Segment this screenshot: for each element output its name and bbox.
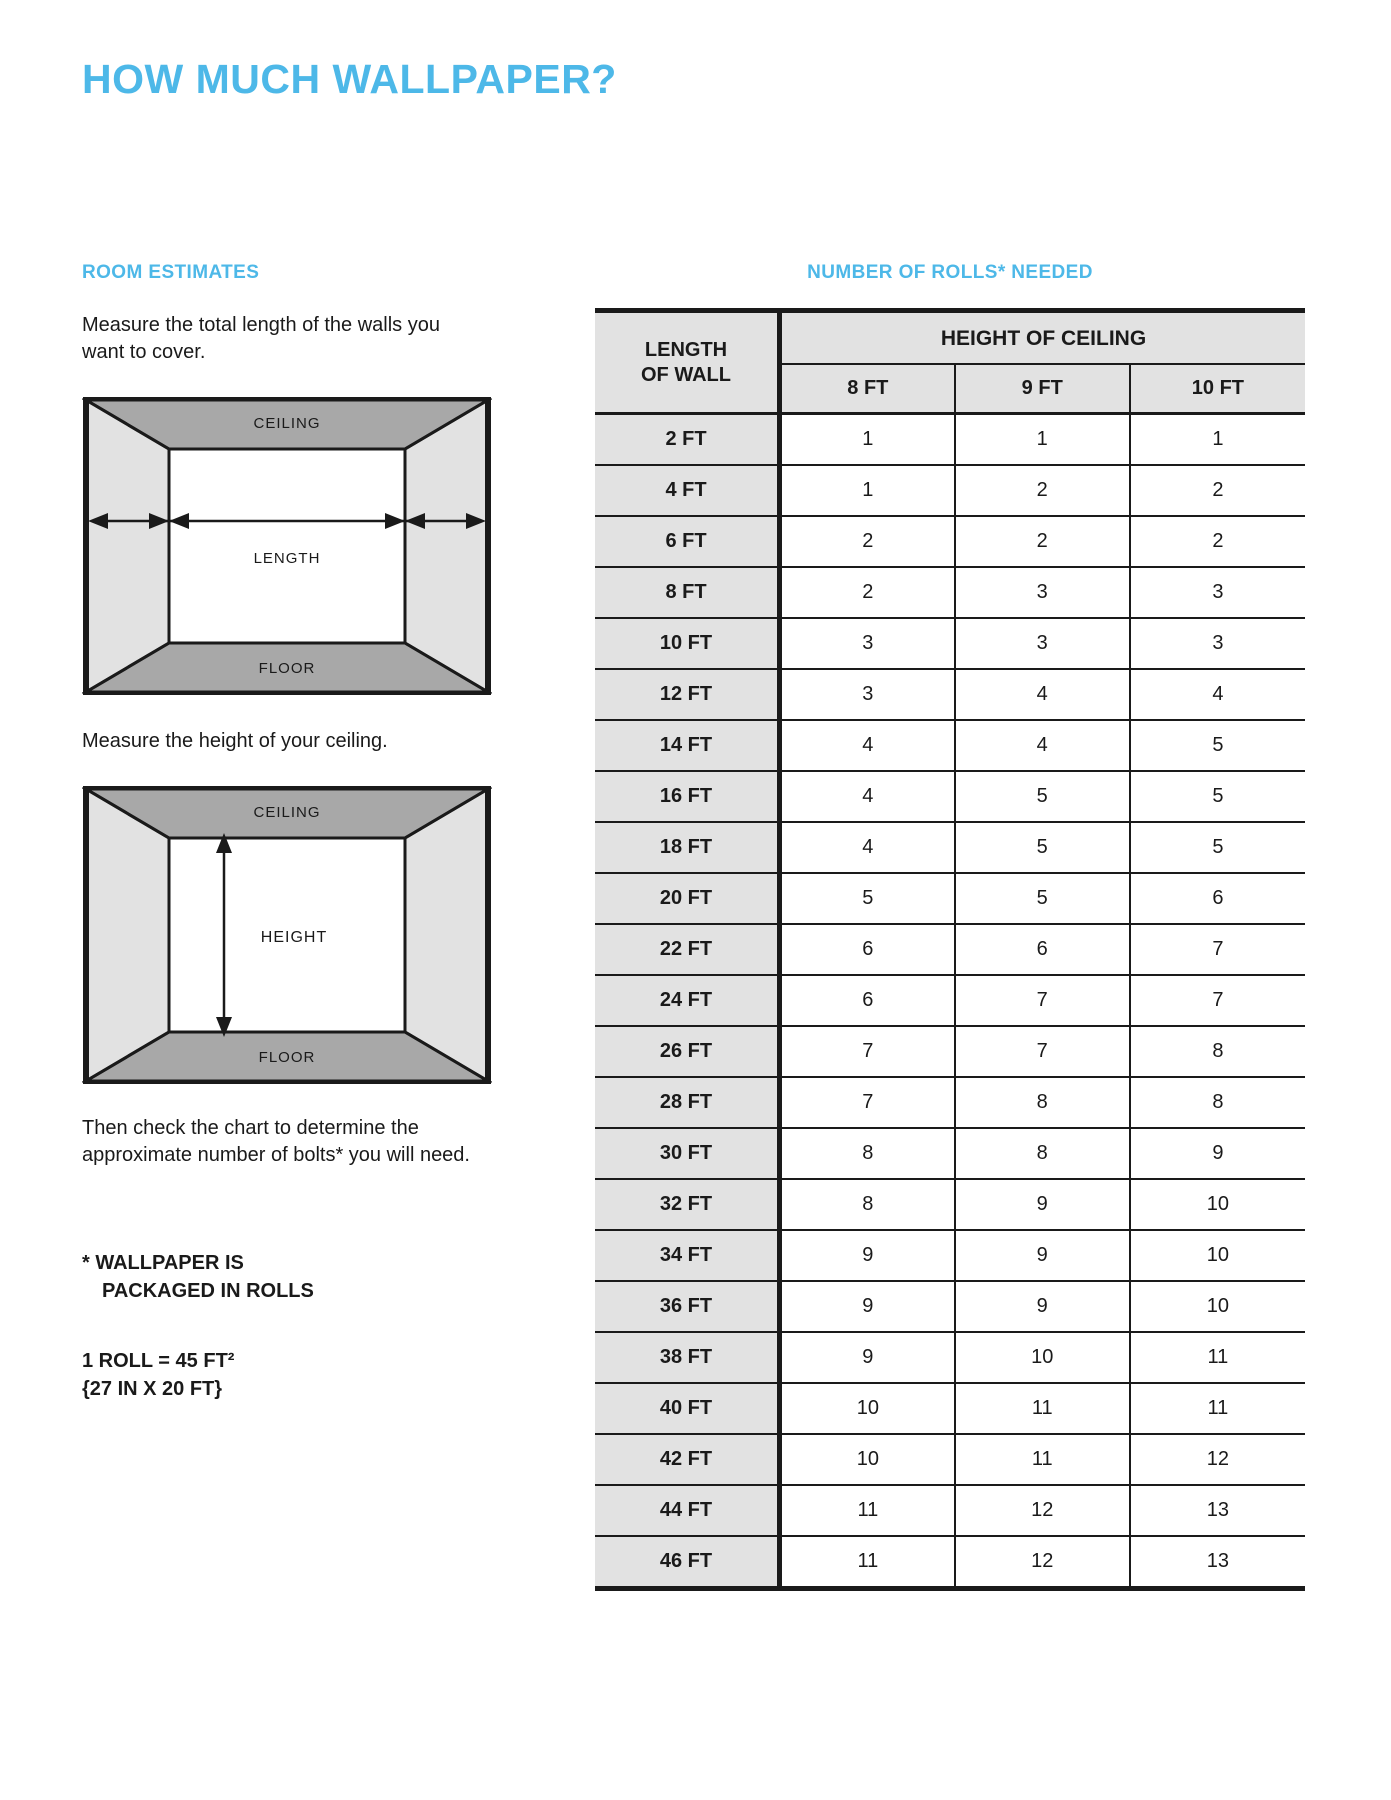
- cell-10ft: 3: [1130, 618, 1305, 669]
- instruction-paragraph-3: Then check the chart to determine the approximate number of bolts* you will need.: [82, 1117, 470, 1166]
- row-header-length: 10 FT: [595, 618, 780, 669]
- cell-9ft: 8: [955, 1128, 1130, 1179]
- row-header-length: 38 FT: [595, 1332, 780, 1383]
- row-header-length: 16 FT: [595, 771, 780, 822]
- row-header-length: 4 FT: [595, 465, 780, 516]
- row-header-length: 6 FT: [595, 516, 780, 567]
- column-header-8ft: 8 FT: [780, 364, 955, 414]
- cell-10ft: 10: [1130, 1281, 1305, 1332]
- cell-10ft: 12: [1130, 1434, 1305, 1485]
- table-title: NUMBER OF ROLLS* NEEDED: [807, 262, 1093, 283]
- cell-9ft: 4: [955, 720, 1130, 771]
- roll-size-note: [82, 1347, 482, 1403]
- cell-10ft: 2: [1130, 465, 1305, 516]
- table-row: [595, 924, 1305, 975]
- cell-9ft: 12: [955, 1485, 1130, 1536]
- cell-8ft: 11: [780, 1485, 955, 1536]
- room-estimates-column: [82, 262, 482, 1403]
- cell-8ft: 9: [780, 1230, 955, 1281]
- rolls-table-head: [595, 311, 1305, 414]
- row-header-length: 34 FT: [595, 1230, 780, 1281]
- cell-9ft: 9: [955, 1281, 1130, 1332]
- cell-8ft: 8: [780, 1128, 955, 1179]
- cell-9ft: 11: [955, 1383, 1130, 1434]
- cell-9ft: 6: [955, 924, 1130, 975]
- cell-8ft: 7: [780, 1026, 955, 1077]
- row-header-length: 2 FT: [595, 414, 780, 466]
- table-row: [595, 618, 1305, 669]
- cell-10ft: 3: [1130, 567, 1305, 618]
- floor-label-1: FLOOR: [258, 660, 316, 677]
- cell-9ft: 11: [955, 1434, 1130, 1485]
- table-row: [595, 1332, 1305, 1383]
- cell-8ft: 6: [780, 924, 955, 975]
- ceiling-label-2: CEILING: [253, 804, 321, 821]
- cell-8ft: 11: [780, 1536, 955, 1589]
- cell-8ft: 9: [780, 1332, 955, 1383]
- row-header-length: 14 FT: [595, 720, 780, 771]
- roll-size-line-2: {27 IN X 20 FT}: [82, 1378, 223, 1400]
- cell-10ft: 5: [1130, 720, 1305, 771]
- table-row: [595, 414, 1305, 466]
- row-header-length: 30 FT: [595, 1128, 780, 1179]
- row-header-length: 44 FT: [595, 1485, 780, 1536]
- table-row: [595, 1026, 1305, 1077]
- cell-9ft: 12: [955, 1536, 1130, 1589]
- row-header-length: 46 FT: [595, 1536, 780, 1589]
- room-diagram-height: [82, 785, 492, 1085]
- table-row: [595, 1077, 1305, 1128]
- row-header-length: 20 FT: [595, 873, 780, 924]
- table-row: [595, 1434, 1305, 1485]
- cell-9ft: 5: [955, 873, 1130, 924]
- cell-9ft: 4: [955, 669, 1130, 720]
- floor-label-2: FLOOR: [258, 1049, 316, 1066]
- cell-10ft: 7: [1130, 975, 1305, 1026]
- group-header-height-of-ceiling: HEIGHT OF CEILING: [780, 311, 1306, 365]
- cell-9ft: 5: [955, 822, 1130, 873]
- cell-9ft: 5: [955, 771, 1130, 822]
- cell-8ft: 9: [780, 1281, 955, 1332]
- column-header-9ft: 9 FT: [955, 364, 1130, 414]
- cell-8ft: 10: [780, 1434, 955, 1485]
- instruction-paragraph-1: Measure the total length of the walls you want to cover.: [82, 314, 440, 363]
- rolls-table: [595, 308, 1305, 1591]
- cell-8ft: 7: [780, 1077, 955, 1128]
- cell-8ft: 4: [780, 822, 955, 873]
- row-header-length: 28 FT: [595, 1077, 780, 1128]
- cell-8ft: 6: [780, 975, 955, 1026]
- row-header-length: 32 FT: [595, 1179, 780, 1230]
- rolls-table-body: [595, 414, 1305, 1589]
- corner-header-line-2: OF WALL: [641, 363, 731, 386]
- table-row: [595, 516, 1305, 567]
- row-header-length: 26 FT: [595, 1026, 780, 1077]
- cell-10ft: 13: [1130, 1536, 1305, 1589]
- table-row: [595, 1383, 1305, 1434]
- cell-8ft: 10: [780, 1383, 955, 1434]
- cell-10ft: 4: [1130, 669, 1305, 720]
- cell-8ft: 3: [780, 618, 955, 669]
- cell-10ft: 1: [1130, 414, 1305, 466]
- instruction-paragraph-2: Measure the height of your ceiling.: [82, 730, 388, 752]
- corner-header-length-of-wall: [595, 311, 780, 414]
- room-diagram-length-svg: [82, 396, 492, 696]
- room-diagram-height-svg: [82, 785, 492, 1085]
- row-header-length: 18 FT: [595, 822, 780, 873]
- column-header-10ft: 10 FT: [1130, 364, 1305, 414]
- table-row: [595, 669, 1305, 720]
- cell-9ft: 3: [955, 618, 1130, 669]
- cell-9ft: 2: [955, 465, 1130, 516]
- cell-8ft: 1: [780, 465, 955, 516]
- length-label: LENGTH: [253, 550, 321, 567]
- cell-10ft: 13: [1130, 1485, 1305, 1536]
- cell-8ft: 2: [780, 516, 955, 567]
- height-label: HEIGHT: [260, 929, 328, 946]
- table-row: [595, 720, 1305, 771]
- cell-10ft: 9: [1130, 1128, 1305, 1179]
- table-row: [595, 771, 1305, 822]
- row-header-length: 22 FT: [595, 924, 780, 975]
- cell-10ft: 8: [1130, 1026, 1305, 1077]
- cell-9ft: 9: [955, 1230, 1130, 1281]
- page-title: HOW MUCH WALLPAPER?: [82, 56, 617, 102]
- row-header-length: 42 FT: [595, 1434, 780, 1485]
- table-header-row-group: [595, 311, 1305, 365]
- table-row: [595, 1230, 1305, 1281]
- table-row: [595, 465, 1305, 516]
- cell-9ft: 2: [955, 516, 1130, 567]
- cell-10ft: 11: [1130, 1383, 1305, 1434]
- footnote-line-1: * WALLPAPER IS: [82, 1252, 244, 1274]
- cell-9ft: 9: [955, 1179, 1130, 1230]
- cell-10ft: 10: [1130, 1179, 1305, 1230]
- cell-8ft: 1: [780, 414, 955, 466]
- row-header-length: 36 FT: [595, 1281, 780, 1332]
- cell-9ft: 10: [955, 1332, 1130, 1383]
- cell-10ft: 10: [1130, 1230, 1305, 1281]
- cell-8ft: 4: [780, 771, 955, 822]
- cell-9ft: 7: [955, 975, 1130, 1026]
- table-row: [595, 1536, 1305, 1589]
- footnote-wallpaper-packaging: [82, 1249, 482, 1305]
- room-diagram-length: [82, 396, 492, 696]
- table-row: [595, 975, 1305, 1026]
- cell-8ft: 5: [780, 873, 955, 924]
- table-row: [595, 822, 1305, 873]
- cell-9ft: 3: [955, 567, 1130, 618]
- table-row: [595, 1128, 1305, 1179]
- cell-8ft: 2: [780, 567, 955, 618]
- table-row: [595, 567, 1305, 618]
- cell-9ft: 8: [955, 1077, 1130, 1128]
- cell-10ft: 5: [1130, 771, 1305, 822]
- row-header-length: 8 FT: [595, 567, 780, 618]
- section-heading-room-estimates: ROOM ESTIMATES: [82, 262, 260, 283]
- rolls-table-section: [595, 262, 1305, 1591]
- cell-10ft: 8: [1130, 1077, 1305, 1128]
- row-header-length: 24 FT: [595, 975, 780, 1026]
- row-header-length: 12 FT: [595, 669, 780, 720]
- table-row: [595, 1485, 1305, 1536]
- cell-10ft: 6: [1130, 873, 1305, 924]
- cell-9ft: 1: [955, 414, 1130, 466]
- cell-10ft: 11: [1130, 1332, 1305, 1383]
- ceiling-label-1: CEILING: [253, 415, 321, 432]
- cell-10ft: 5: [1130, 822, 1305, 873]
- cell-10ft: 2: [1130, 516, 1305, 567]
- table-row: [595, 873, 1305, 924]
- table-row: [595, 1281, 1305, 1332]
- footnote-line-2: PACKAGED IN ROLLS: [102, 1280, 314, 1302]
- table-row: [595, 1179, 1305, 1230]
- cell-9ft: 7: [955, 1026, 1130, 1077]
- corner-header-line-1: LENGTH: [644, 338, 728, 361]
- cell-8ft: 3: [780, 669, 955, 720]
- cell-8ft: 4: [780, 720, 955, 771]
- row-header-length: 40 FT: [595, 1383, 780, 1434]
- roll-size-line-1: 1 ROLL = 45 FT²: [82, 1350, 235, 1372]
- cell-10ft: 7: [1130, 924, 1305, 975]
- cell-8ft: 8: [780, 1179, 955, 1230]
